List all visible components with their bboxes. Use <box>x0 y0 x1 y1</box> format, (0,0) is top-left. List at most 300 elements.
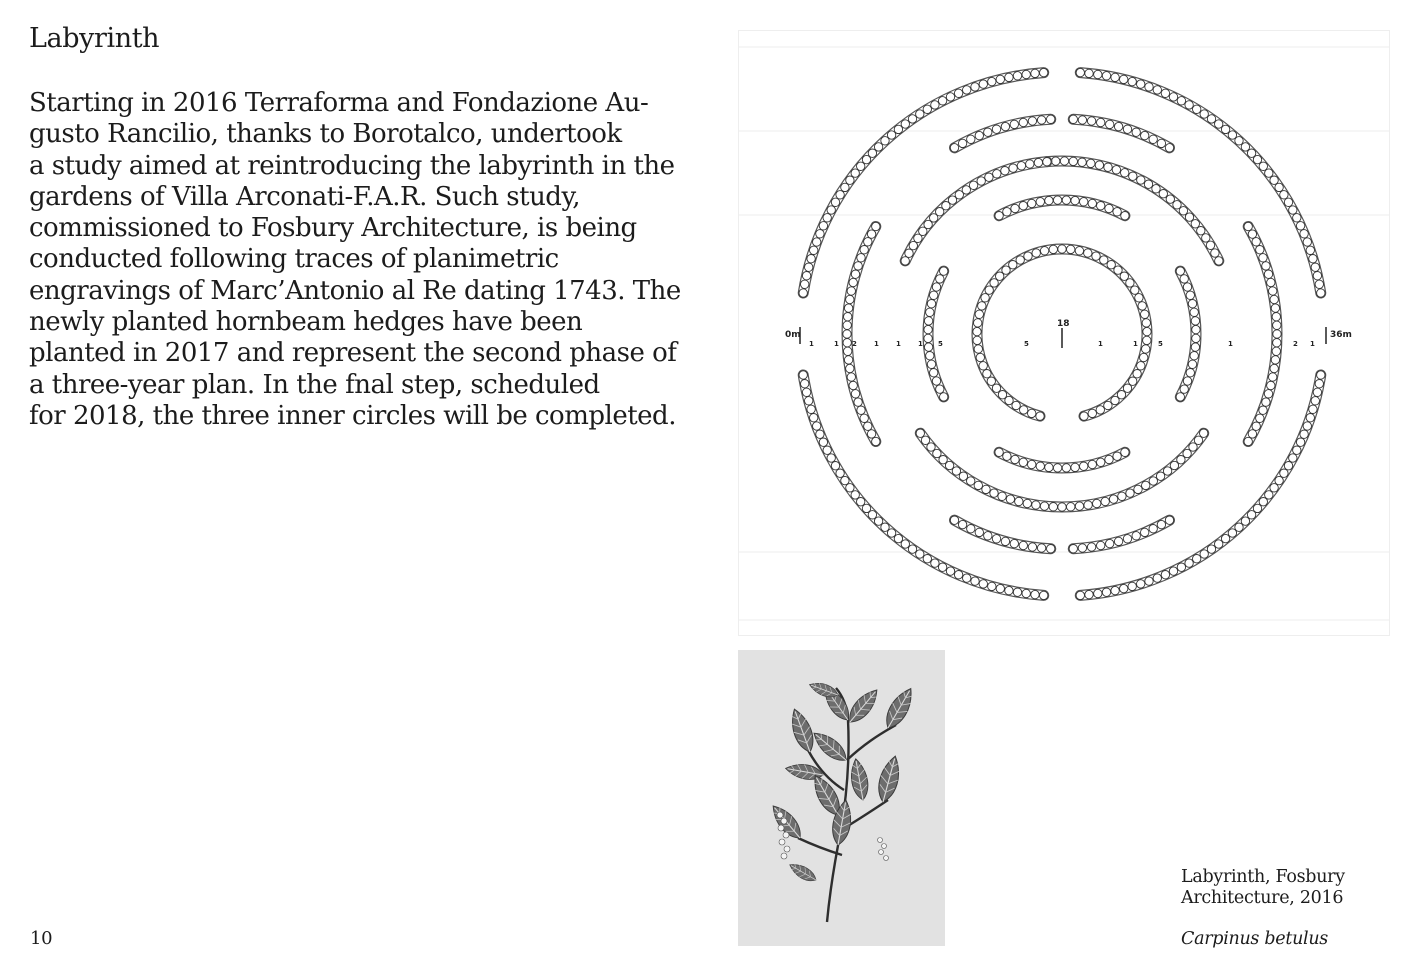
hornbeam-tree <box>969 181 977 189</box>
hornbeam-tree <box>946 567 954 575</box>
hornbeam-tree <box>1271 356 1279 364</box>
hornbeam-tree <box>1020 406 1028 414</box>
page-number: 10 <box>30 928 53 949</box>
hornbeam-tree <box>805 263 813 271</box>
hornbeam-tree <box>1193 105 1201 113</box>
hornbeam-tree <box>1293 214 1301 222</box>
hornbeam-tree <box>1315 280 1323 288</box>
body-line: gardens of Villa Arconati-F.A.R. Such study, <box>29 181 580 212</box>
hornbeam-tree <box>1120 584 1128 592</box>
scale-segment-label: 1 <box>1228 340 1233 348</box>
hornbeam-tree <box>967 135 975 143</box>
hornbeam-tree <box>1031 590 1039 598</box>
hornbeam-tree <box>1003 208 1011 216</box>
hornbeam-tree <box>927 300 935 308</box>
hornbeam-tree <box>1176 267 1184 275</box>
hornbeam-tree <box>1094 70 1102 78</box>
hornbeam-tree <box>992 125 1000 133</box>
hornbeam-tree <box>1118 492 1126 500</box>
hornbeam-tree <box>1157 139 1165 147</box>
hornbeam-tree <box>1270 176 1278 184</box>
hornbeam-tree <box>1026 160 1034 168</box>
hornbeam-tree <box>857 162 865 170</box>
hornbeam-tree <box>1267 381 1275 389</box>
hornbeam-tree <box>987 377 995 385</box>
hornbeam-tree <box>810 414 818 422</box>
hornbeam-tree <box>1280 469 1288 477</box>
hornbeam-tree <box>1180 275 1188 283</box>
hornbeam-tree <box>1159 190 1167 198</box>
hornbeam-tree <box>868 149 876 157</box>
hornbeam-tree <box>974 345 982 353</box>
hornbeam-tree <box>998 492 1006 500</box>
hornbeam-tree <box>1156 472 1164 480</box>
hornbeam-tree <box>1078 544 1086 552</box>
hornbeam-tree <box>1221 125 1229 133</box>
hornbeam-tree <box>1228 529 1236 537</box>
hornbeam-tree <box>967 525 975 533</box>
hornbeam-tree <box>1087 543 1095 551</box>
hornbeam-tree <box>854 398 862 406</box>
hornbeam-tree <box>816 230 824 238</box>
hornbeam-tree <box>1271 304 1279 312</box>
hornbeam-tree <box>1259 254 1267 262</box>
hornbeam-tree <box>1075 247 1083 255</box>
hornbeam-tree <box>849 381 857 389</box>
hornbeam-tree <box>938 97 946 105</box>
hornbeam-tree <box>1114 122 1122 130</box>
hornbeam-tree <box>1303 422 1311 430</box>
hornbeam-tree <box>1141 310 1149 318</box>
hornbeam-tree <box>1097 541 1105 549</box>
hornbeam-tree <box>1275 183 1283 191</box>
hornbeam-tree <box>1138 302 1146 310</box>
hornbeam-tree <box>1186 291 1194 299</box>
hornbeam-tree <box>1104 401 1112 409</box>
hornbeam-tree <box>1112 166 1120 174</box>
hornbeam-tree <box>1071 196 1079 204</box>
hornbeam-tree <box>1078 158 1086 166</box>
hornbeam-tree <box>1040 502 1048 510</box>
hornbeam-tree <box>867 430 875 438</box>
hornbeam-tree <box>1142 481 1150 489</box>
hornbeam-tree <box>936 275 944 283</box>
hornbeam-tree <box>1191 343 1199 351</box>
hornbeam-tree <box>1019 118 1027 126</box>
hornbeam-tree <box>1185 101 1193 109</box>
hornbeam-tree <box>1113 208 1121 216</box>
hornbeam-tree <box>1137 176 1145 184</box>
hornbeam-tree <box>1165 144 1173 152</box>
hornbeam-tree <box>1080 198 1088 206</box>
hornbeam-tree <box>908 545 916 553</box>
hornbeam-tree <box>995 212 1003 220</box>
hornbeam-tree <box>909 241 917 249</box>
hornbeam-tree <box>1085 590 1093 598</box>
hornbeam-tree <box>887 131 895 139</box>
hornbeam-tree <box>993 170 1001 178</box>
hornbeam-tree <box>854 262 862 270</box>
hornbeam-tree <box>1093 499 1101 507</box>
hornbeam-tree <box>1040 591 1048 599</box>
hornbeam-tree <box>1241 143 1249 151</box>
hornbeam-tree <box>1078 116 1086 124</box>
hornbeam-tree <box>1067 245 1075 253</box>
hornbeam-tree <box>990 489 998 497</box>
hornbeam-tree <box>1141 528 1149 536</box>
leaves-icon <box>767 679 918 885</box>
hornbeam-tree <box>1036 198 1044 206</box>
hornbeam-tree <box>984 128 992 136</box>
hornbeam-tree <box>1047 545 1055 553</box>
hornbeam-tree <box>1126 489 1134 497</box>
hornbeam-tree <box>851 390 859 398</box>
hedge-arc <box>803 375 1043 595</box>
hornbeam-tree <box>1192 325 1200 333</box>
hornbeam-tree <box>927 360 935 368</box>
hornbeam-tree <box>1259 498 1267 506</box>
hornbeam-tree <box>982 485 990 493</box>
hornbeam-tree <box>1032 249 1040 257</box>
hornbeam-tree <box>1183 283 1191 291</box>
hornbeam-tree <box>819 222 827 230</box>
hornbeam-tree <box>1221 534 1229 542</box>
hornbeam-tree <box>1144 180 1152 188</box>
hornbeam-tree <box>1009 261 1017 269</box>
hornbeam-tree <box>1207 115 1215 123</box>
hornbeam-tree <box>1275 476 1283 484</box>
hornbeam-tree <box>905 249 913 257</box>
hornbeam-tree <box>1019 202 1027 210</box>
hornbeam-tree <box>851 270 859 278</box>
hornbeam-tree <box>1244 222 1252 230</box>
hornbeam-tree <box>846 364 854 372</box>
hornbeam-tree <box>932 283 940 291</box>
hornbeam-tree <box>1131 286 1139 294</box>
hornbeam-tree <box>916 550 924 558</box>
hornbeam-tree <box>1011 204 1019 212</box>
hornbeam-tree <box>1128 582 1136 590</box>
hornbeam-tree <box>954 89 962 97</box>
hornbeam-tree <box>823 446 831 454</box>
scale-left-label: 0m <box>785 330 801 340</box>
hornbeam-tree <box>1256 414 1264 422</box>
hornbeam-tree <box>1094 589 1102 597</box>
hornbeam-tree <box>1273 321 1281 329</box>
hornbeam-tree <box>1111 586 1119 594</box>
hornbeam-tree <box>1161 571 1169 579</box>
hornbeam-tree <box>1135 294 1143 302</box>
hornbeam-tree <box>1309 405 1317 413</box>
hornbeam-tree <box>1247 511 1255 519</box>
hornbeam-tree <box>1022 70 1030 78</box>
hornbeam-tree <box>1036 462 1044 470</box>
hornbeam-tree <box>1300 430 1308 438</box>
hornbeam-tree <box>1058 245 1066 253</box>
hornbeam-tree <box>857 406 865 414</box>
hornbeam-tree <box>1200 429 1208 437</box>
hornbeam-tree <box>1049 245 1057 253</box>
hornbeam-tree <box>1022 589 1030 597</box>
hornbeam-tree <box>807 255 815 263</box>
hornbeam-tree <box>1169 567 1177 575</box>
body-line: conducted following traces of planimetric <box>29 244 559 275</box>
hornbeam-tree <box>973 327 981 335</box>
hornbeam-tree <box>1190 308 1198 316</box>
hornbeam-tree <box>1166 195 1174 203</box>
hornbeam-tree <box>1003 452 1011 460</box>
hornbeam-tree <box>1157 520 1165 528</box>
hedge-arc <box>905 162 1047 261</box>
hornbeam-tree <box>819 438 827 446</box>
hornbeam-tree <box>1113 452 1121 460</box>
hornbeam-tree <box>1088 409 1096 417</box>
hornbeam-tree <box>1140 353 1148 361</box>
hornbeam-tree <box>1317 289 1325 297</box>
hornbeam-tree <box>1200 550 1208 558</box>
body-paragraph <box>29 88 709 432</box>
hornbeam-tree <box>1080 412 1088 420</box>
hornbeam-tree <box>998 391 1006 399</box>
hornbeam-tree <box>1137 362 1145 370</box>
hornbeam-tree <box>1105 204 1113 212</box>
hornbeam-tree <box>1028 117 1036 125</box>
hornbeam-tree <box>1270 295 1278 303</box>
hornbeam-tree <box>1193 555 1201 563</box>
hornbeam-tree <box>1040 247 1048 255</box>
hornbeam-tree <box>973 336 981 344</box>
body-line: engravings of Marc’Antonio al Re dating 1743. The <box>29 275 681 306</box>
hornbeam-tree <box>992 535 1000 543</box>
hornbeam-tree <box>979 580 987 588</box>
hornbeam-tree <box>1028 409 1036 417</box>
hornbeam-tree <box>979 80 987 88</box>
hornbeam-tree <box>1028 543 1036 551</box>
hornbeam-tree <box>1123 535 1131 543</box>
hornbeam-tree <box>1188 300 1196 308</box>
hornbeam-tree <box>1186 369 1194 377</box>
hedge-arc <box>803 73 1043 293</box>
hornbeam-tree <box>1024 252 1032 260</box>
hornbeam-tree <box>844 356 852 364</box>
hornbeam-tree <box>950 144 958 152</box>
scale-segment-label: 1 <box>918 340 923 348</box>
hornbeam-tree <box>924 343 932 351</box>
hornbeam-tree <box>1309 255 1317 263</box>
hornbeam-tree <box>805 397 813 405</box>
scale-segment-label: 1 <box>896 340 901 348</box>
hornbeam-tree <box>985 286 993 294</box>
hornbeam-tree <box>1265 169 1273 177</box>
hornbeam-tree <box>1191 317 1199 325</box>
hornbeam-tree <box>862 504 870 512</box>
hornbeam-tree <box>1087 159 1095 167</box>
hornbeam-tree <box>843 321 851 329</box>
hornbeam-tree <box>924 317 932 325</box>
hornbeam-tree <box>1272 313 1280 321</box>
hornbeam-tree <box>1273 339 1281 347</box>
hornbeam-tree <box>1128 77 1136 85</box>
hornbeam-tree <box>827 206 835 214</box>
hornbeam-tree <box>930 291 938 299</box>
hornbeam-tree <box>813 422 821 430</box>
hornbeam-tree <box>1185 213 1193 221</box>
hornbeam-tree <box>1067 503 1075 511</box>
hornbeam-tree <box>1085 69 1093 77</box>
hornbeam-tree <box>1149 525 1157 533</box>
hornbeam-tree <box>1016 256 1024 264</box>
hornbeam-tree <box>1177 563 1185 571</box>
hornbeam-tree <box>1183 377 1191 385</box>
hornbeam-tree <box>1062 464 1070 472</box>
hornbeam-tree <box>958 520 966 528</box>
hornbeam-tree <box>1106 539 1114 547</box>
hornbeam-tree <box>1088 199 1096 207</box>
hornbeam-tree <box>1037 544 1045 552</box>
hornbeam-tree <box>1019 458 1027 466</box>
hornbeam-tree <box>974 481 982 489</box>
caption-line: Architecture, 2016 <box>1181 888 1344 908</box>
body-line: a study aimed at reintroducing the labyrinth in the <box>29 150 675 181</box>
hornbeam-tree <box>1269 373 1277 381</box>
hornbeam-tree <box>1149 477 1157 485</box>
hornbeam-tree <box>1303 238 1311 246</box>
scale-center-label: 18 <box>1057 319 1070 329</box>
hornbeam-tree <box>867 230 875 238</box>
page-title: Labyrinth <box>29 23 160 54</box>
hornbeam-tree <box>1111 73 1119 81</box>
hornbeam-tree <box>1280 191 1288 199</box>
hornbeam-tree <box>976 353 984 361</box>
hornbeam-tree <box>1185 559 1193 567</box>
hornbeam-tree <box>846 176 854 184</box>
hornbeam-tree <box>924 334 932 342</box>
hornbeam-tree <box>962 186 970 194</box>
hornbeam-tree <box>1153 86 1161 94</box>
hornbeam-tree <box>1311 397 1319 405</box>
hornbeam-tree <box>1190 352 1198 360</box>
hornbeam-tree <box>1176 393 1184 401</box>
scale-segment-label: 1 <box>834 340 839 348</box>
body-line: for 2018, the three inner circles will be completed. <box>29 400 676 431</box>
hornbeam-tree <box>940 393 948 401</box>
hornbeam-tree <box>975 310 983 318</box>
hornbeam-tree <box>1132 128 1140 136</box>
hornbeam-tree <box>1096 406 1104 414</box>
hornbeam-tree <box>1152 185 1160 193</box>
hornbeam-tree <box>1106 120 1114 128</box>
hornbeam-tree <box>926 352 934 360</box>
hornbeam-tree <box>1256 246 1264 254</box>
hornbeam-tree <box>1121 212 1129 220</box>
scale-segment-label: 2 <box>1293 340 1298 348</box>
hornbeam-tree <box>857 254 865 262</box>
hornbeam-tree <box>1313 388 1321 396</box>
hornbeam-tree <box>1188 360 1196 368</box>
hornbeam-tree <box>1011 455 1019 463</box>
hornbeam-tree <box>1192 334 1200 342</box>
hornbeam-tree <box>1105 455 1113 463</box>
hornbeam-tree <box>1032 501 1040 509</box>
scale-segment-label: 5 <box>1024 340 1029 348</box>
hornbeam-tree <box>995 448 1003 456</box>
hornbeam-tree <box>996 584 1004 592</box>
hornbeam-tree <box>831 198 839 206</box>
hornbeam-tree <box>1080 462 1088 470</box>
hornbeam-tree <box>1001 537 1009 545</box>
hornbeam-tree <box>901 257 909 265</box>
hornbeam-tree <box>1284 462 1292 470</box>
hornbeam-tree <box>1052 157 1060 165</box>
hornbeam-tree <box>1270 484 1278 492</box>
hornbeam-tree <box>1013 72 1021 80</box>
hornbeam-tree <box>1129 172 1137 180</box>
hornbeam-tree <box>1010 120 1018 128</box>
hornbeam-tree <box>1143 336 1151 344</box>
hornbeam-tree <box>975 528 983 536</box>
hornbeam-tree <box>864 422 872 430</box>
hornbeam-tree <box>801 280 809 288</box>
hornbeam-tree <box>931 101 939 109</box>
hornbeam-tree <box>1200 110 1208 118</box>
scale-segment-label: 1 <box>1310 340 1315 348</box>
hornbeam-tree <box>1306 246 1314 254</box>
hornbeam-tree <box>894 534 902 542</box>
hornbeam-tree <box>938 563 946 571</box>
hornbeam-tree <box>1244 437 1252 445</box>
hornbeam-tree <box>981 294 989 302</box>
hornbeam-tree <box>1180 385 1188 393</box>
hornbeam-tree <box>864 238 872 246</box>
scale-segment-label: 1 <box>1098 340 1103 348</box>
hornbeam-tree <box>1045 463 1053 471</box>
hornbeam-tree <box>1001 122 1009 130</box>
hornbeam-tree <box>1241 517 1249 525</box>
hornbeam-tree <box>1165 516 1173 524</box>
hornbeam-tree <box>1053 464 1061 472</box>
hornbeam-tree <box>1084 501 1092 509</box>
hornbeam-tree <box>851 491 859 499</box>
hornbeam-tree <box>1306 414 1314 422</box>
hornbeam-tree <box>1315 380 1323 388</box>
hornbeam-tree <box>1005 586 1013 594</box>
hornbeam-tree <box>860 414 868 422</box>
hornbeam-tree <box>1100 256 1108 264</box>
hornbeam-tree <box>1101 497 1109 505</box>
hornbeam-tree <box>816 430 824 438</box>
hornbeam-tree <box>1267 278 1275 286</box>
scale-bar <box>785 319 1352 348</box>
hornbeam-tree <box>967 477 975 485</box>
hornbeam-tree <box>1028 460 1036 468</box>
hornbeam-tree <box>1262 262 1270 270</box>
hornbeam-tree <box>841 183 849 191</box>
hornbeam-tree <box>1087 117 1095 125</box>
scale-segment-label: 5 <box>938 340 943 348</box>
hornbeam-tree <box>1088 460 1096 468</box>
hornbeam-tree <box>1023 499 1031 507</box>
hornbeam-tree <box>978 302 986 310</box>
hornbeam-tree <box>1060 157 1068 165</box>
hornbeam-tree <box>1215 120 1223 128</box>
hornbeam-tree <box>1206 241 1214 249</box>
hornbeam-tree <box>1259 406 1267 414</box>
hornbeam-tree <box>1313 272 1321 280</box>
hornbeam-tree <box>1137 80 1145 88</box>
hornbeam-tree <box>1296 222 1304 230</box>
hornbeam-tree <box>1197 227 1205 235</box>
hornbeam-tree <box>916 429 924 437</box>
